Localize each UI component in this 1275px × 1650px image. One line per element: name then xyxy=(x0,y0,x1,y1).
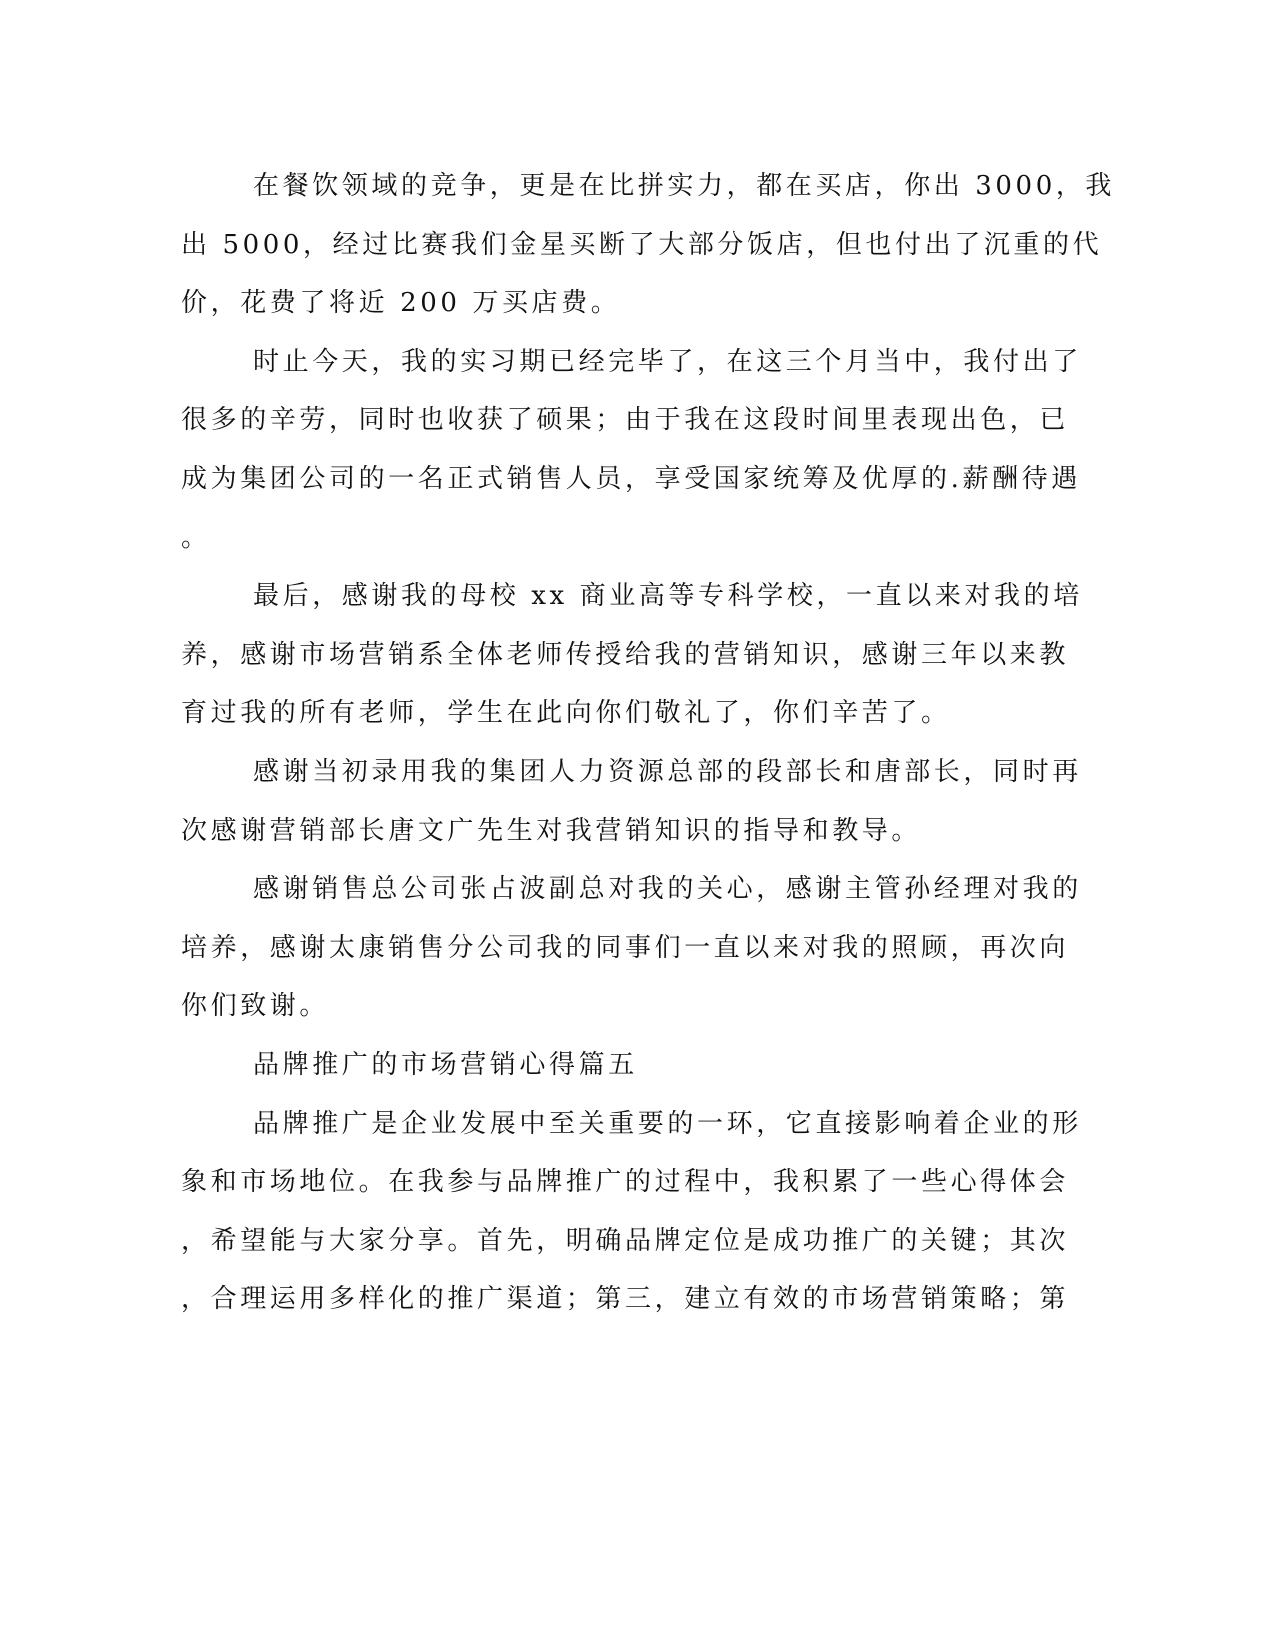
text-line: 你们致谢。 xyxy=(181,991,330,1022)
text-line: 很多的辛劳，同时也收获了硕果；由于我在这段时间里表现出色，已 xyxy=(181,405,1070,436)
text-line: 成为集团公司的一名正式销售人员，享受国家统筹及优厚的.薪酬待遇 xyxy=(181,463,1081,494)
text-line: 价，花费了将近 200 万买店费。 xyxy=(181,288,621,319)
text-line: 象和市场地位。在我参与品牌推广的过程中，我积累了一些心得体会 xyxy=(181,1167,1070,1198)
section-heading: 品牌推广的市场营销心得篇五 xyxy=(253,1049,638,1080)
text-line: 培养，感谢太康销售分公司我的同事们一直以来对我的照顾，再次向 xyxy=(181,932,1070,963)
text-line: 养，感谢市场营销系全体老师传授给我的营销知识，感谢三年以来教 xyxy=(181,639,1070,670)
text-line: 时止今天，我的实习期已经完毕了，在这三个月当中，我付出了 xyxy=(253,346,1082,377)
text-line: 感谢当初录用我的集团人力资源总部的段部长和唐部长，同时再 xyxy=(253,756,1082,787)
text-line: 在餐饮领域的竞争，更是在比拼实力，都在买店，你出 3000，我 xyxy=(253,171,1116,201)
text-line: 品牌推广是企业发展中至关重要的一环，它直接影响着企业的形 xyxy=(253,1108,1082,1139)
text-line: 最后，感谢我的母校 xx 商业高等专科学校，一直以来对我的培 xyxy=(253,581,1083,612)
text-line: 次感谢营销部长唐文广先生对我营销知识的指导和教导。 xyxy=(181,815,922,846)
text-line: 育过我的所有老师，学生在此向你们敬礼了，你们辛苦了。 xyxy=(181,698,951,729)
document-body xyxy=(181,157,1116,1329)
text-line: ，合理运用多样化的推广渠道；第三，建立有效的市场营销策略；第 xyxy=(181,1284,1070,1315)
text-line: ，希望能与大家分享。首先，明确品牌定位是成功推广的关键；其次 xyxy=(181,1225,1070,1256)
text-line: 。 xyxy=(181,522,211,553)
text-line: 出 5000，经过比赛我们金星买断了大部分饭店，但也付出了沉重的代 xyxy=(181,229,1103,260)
text-line: 感谢销售总公司张占波副总对我的关心，感谢主管孙经理对我的 xyxy=(253,874,1082,905)
